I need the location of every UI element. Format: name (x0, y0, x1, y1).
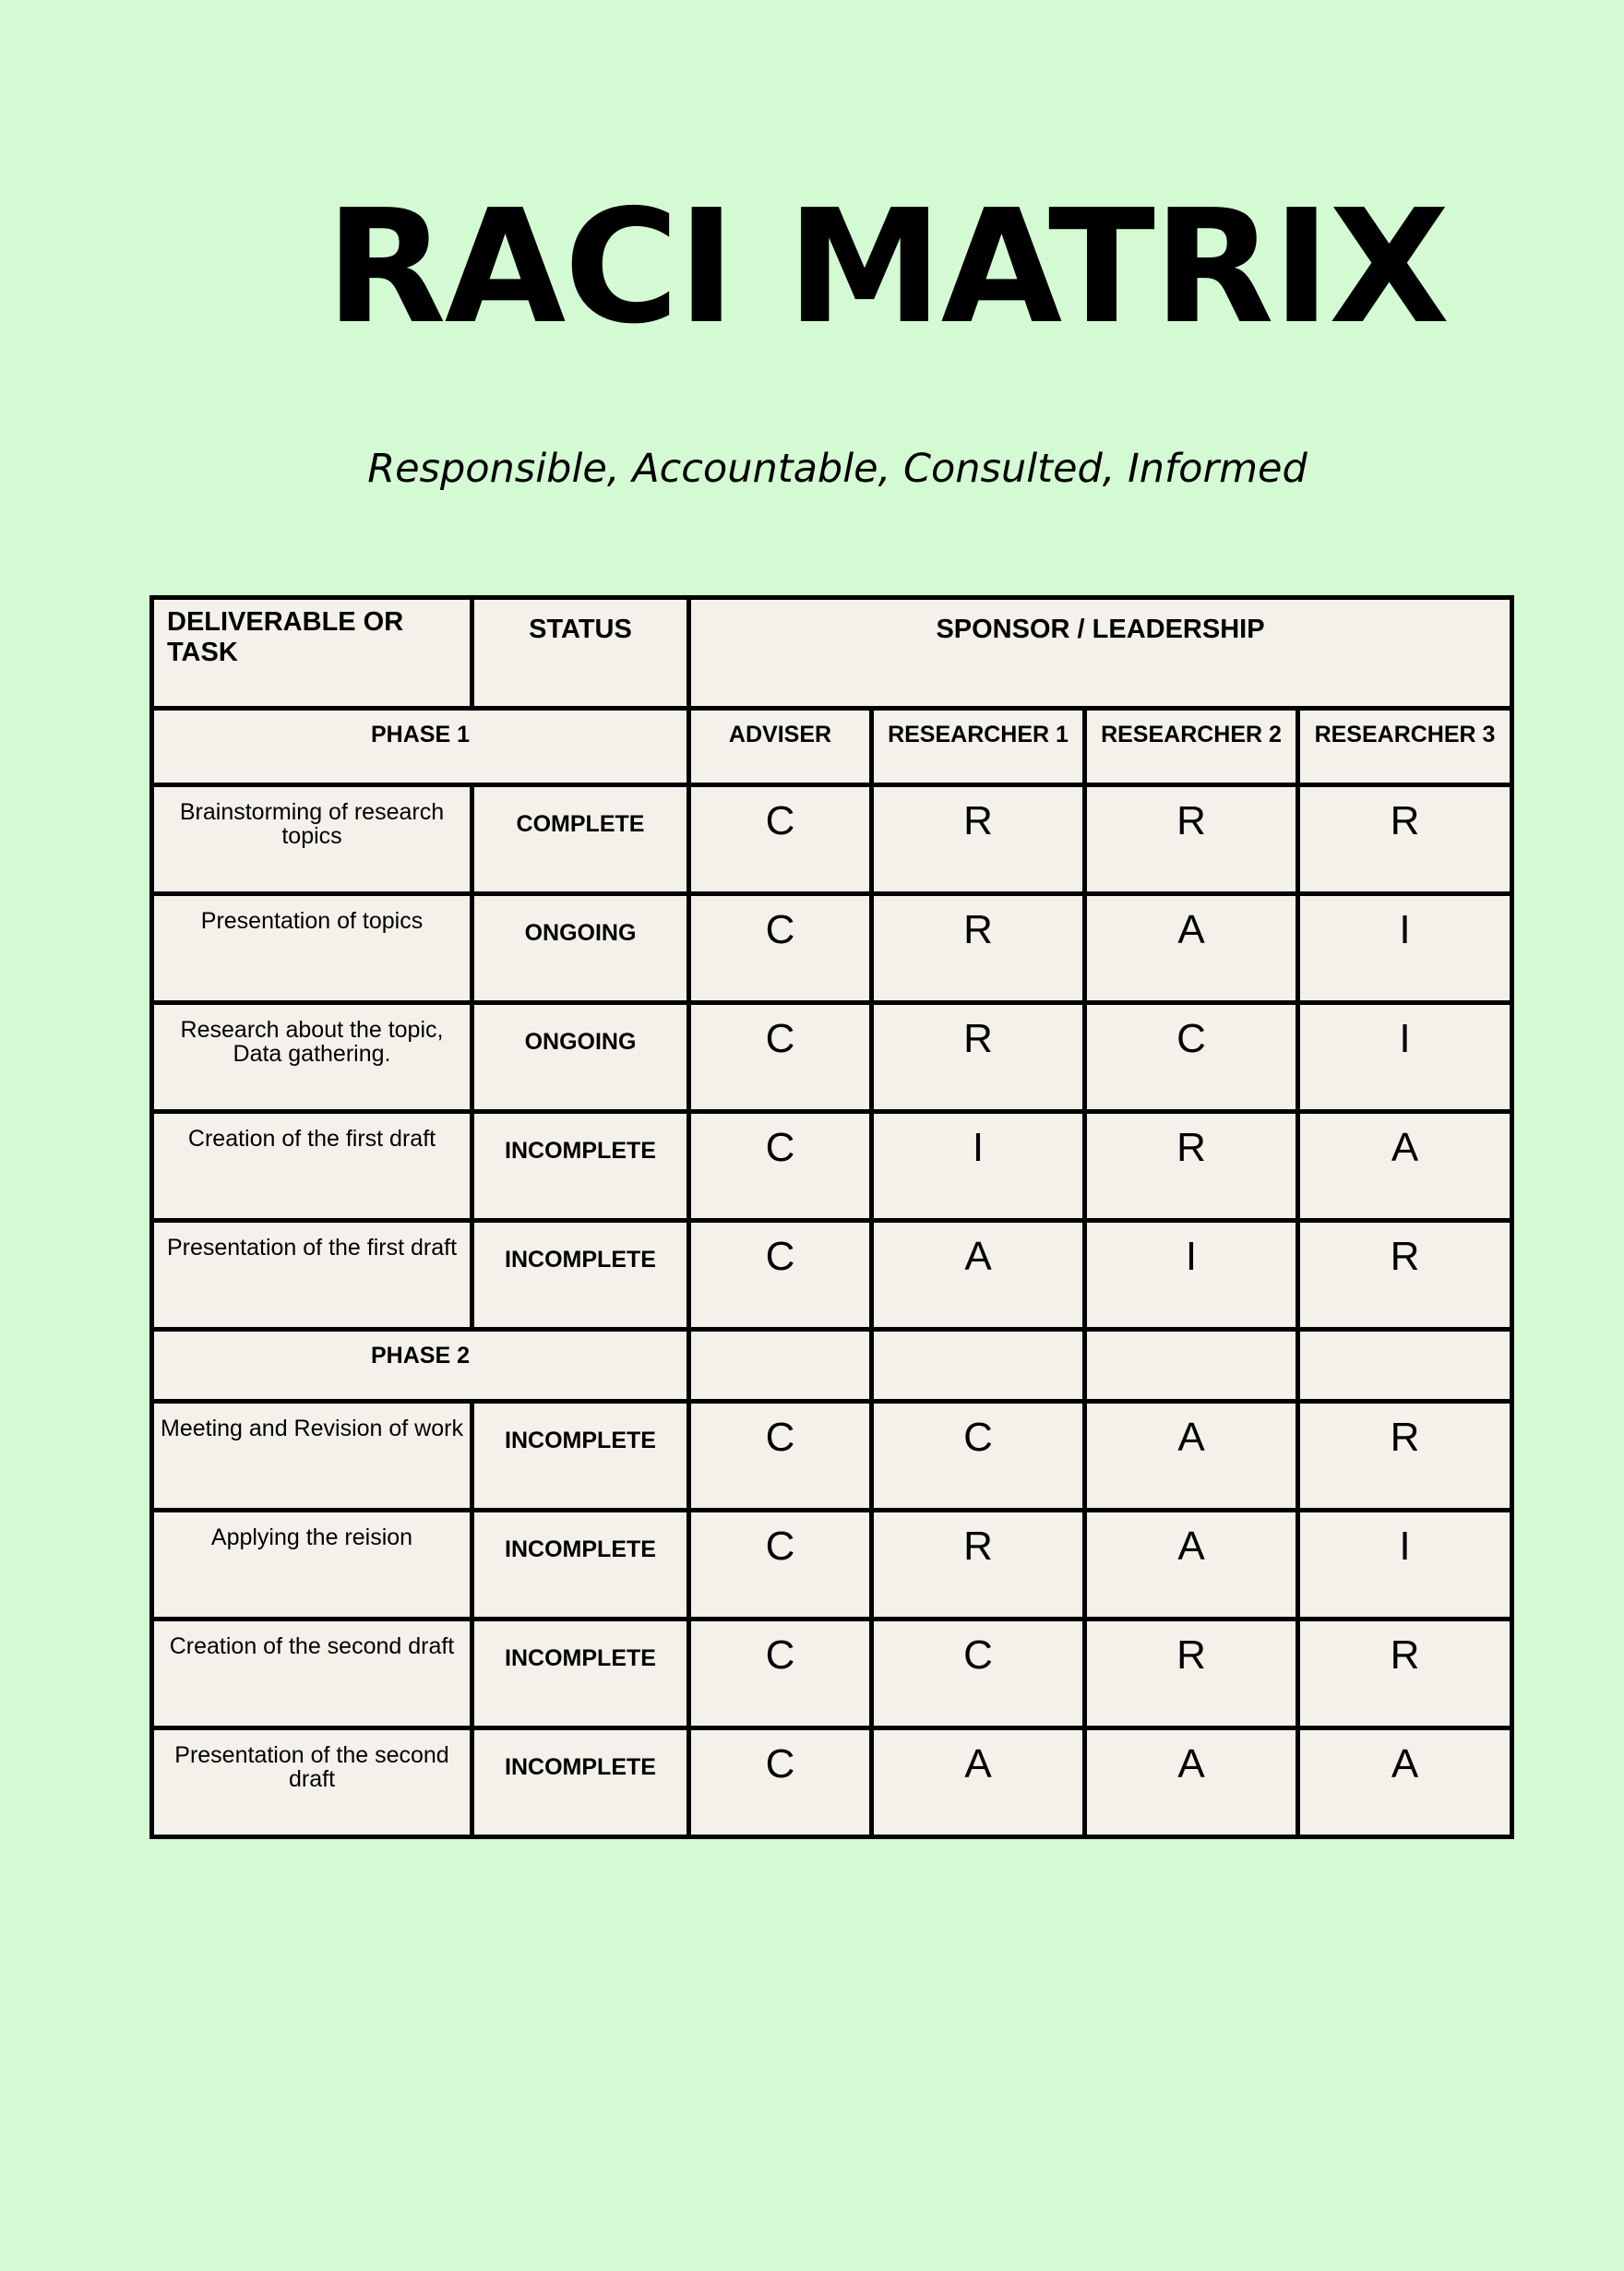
raci-cell: R (1298, 1620, 1512, 1728)
raci-cell: R (872, 1003, 1085, 1112)
raci-cell: C (689, 1112, 872, 1221)
task-cell: Research about the topic, Data gathering. (152, 1003, 472, 1112)
status-cell: INCOMPLETE (472, 1620, 689, 1728)
role-header: RESEARCHER 2 (1085, 709, 1298, 785)
raci-cell: R (1298, 785, 1512, 894)
task-cell: Meeting and Revision of work (152, 1402, 472, 1511)
phase-label: PHASE 1 (152, 709, 689, 785)
table-row (152, 1402, 1512, 1511)
page-subtitle: Responsible, Accountable, Consulted, Informed (367, 446, 1308, 492)
status-cell: ONGOING (472, 1003, 689, 1112)
raci-cell: R (872, 894, 1085, 1003)
raci-cell: C (689, 1221, 872, 1330)
empty-cell (689, 1330, 872, 1402)
empty-cell (1085, 1330, 1298, 1402)
raci-cell: A (1085, 1728, 1298, 1837)
task-cell: Presentation of topics (152, 894, 472, 1003)
raci-cell: C (689, 785, 872, 894)
raci-table (149, 595, 1514, 1839)
raci-cell: A (1085, 1402, 1298, 1511)
raci-cell: A (1298, 1112, 1512, 1221)
raci-cell: A (1085, 1511, 1298, 1620)
empty-cell (1298, 1330, 1512, 1402)
task-cell: Presentation of the first draft (152, 1221, 472, 1330)
table-row (152, 1221, 1512, 1330)
status-cell: INCOMPLETE (472, 1221, 689, 1330)
task-cell: Creation of the first draft (152, 1112, 472, 1221)
raci-cell: A (872, 1728, 1085, 1837)
raci-cell: R (872, 785, 1085, 894)
raci-cell: C (872, 1402, 1085, 1511)
task-cell: Brainstorming of research topics (152, 785, 472, 894)
raci-cell: R (1298, 1402, 1512, 1511)
phase-row (152, 1330, 1512, 1402)
role-header: RESEARCHER 1 (872, 709, 1085, 785)
raci-cell: A (872, 1221, 1085, 1330)
table-row (152, 1003, 1512, 1112)
raci-cell: C (689, 1003, 872, 1112)
task-cell: Creation of the second draft (152, 1620, 472, 1728)
raci-cell: A (1298, 1728, 1512, 1837)
status-cell: INCOMPLETE (472, 1511, 689, 1620)
status-cell: INCOMPLETE (472, 1402, 689, 1511)
raci-cell: I (1298, 1511, 1512, 1620)
header-status: STATUS (472, 598, 689, 709)
header-sponsor-leadership: SPONSOR / LEADERSHIP (689, 598, 1512, 709)
raci-cell: C (689, 894, 872, 1003)
task-cell: Presentation of the second draft (152, 1728, 472, 1837)
task-cell: Applying the reision (152, 1511, 472, 1620)
header-row (152, 598, 1512, 709)
table-row (152, 1112, 1512, 1221)
raci-cell: C (872, 1620, 1085, 1728)
table-row (152, 1620, 1512, 1728)
raci-cell: A (1085, 894, 1298, 1003)
phase-row (152, 709, 1512, 785)
raci-cell: R (1085, 785, 1298, 894)
page-title: RACI MATRIX (325, 176, 1449, 359)
table-row (152, 785, 1512, 894)
raci-cell: C (689, 1402, 872, 1511)
raci-cell: R (1298, 1221, 1512, 1330)
raci-cell: C (689, 1728, 872, 1837)
raci-cell: R (1085, 1112, 1298, 1221)
phase-label: PHASE 2 (152, 1330, 689, 1402)
header-task: DELIVERABLE OR TASK (152, 598, 472, 709)
raci-cell: R (1085, 1620, 1298, 1728)
table-row (152, 1511, 1512, 1620)
status-cell: INCOMPLETE (472, 1112, 689, 1221)
table-row (152, 1728, 1512, 1837)
raci-cell: I (1085, 1221, 1298, 1330)
role-header: ADVISER (689, 709, 872, 785)
table-row (152, 894, 1512, 1003)
raci-cell: R (872, 1511, 1085, 1620)
empty-cell (872, 1330, 1085, 1402)
raci-cell: I (1298, 894, 1512, 1003)
raci-cell: I (1298, 1003, 1512, 1112)
raci-cell: C (689, 1620, 872, 1728)
role-header: RESEARCHER 3 (1298, 709, 1512, 785)
raci-cell: C (1085, 1003, 1298, 1112)
status-cell: INCOMPLETE (472, 1728, 689, 1837)
raci-cell: C (689, 1511, 872, 1620)
raci-cell: I (872, 1112, 1085, 1221)
status-cell: COMPLETE (472, 785, 689, 894)
status-cell: ONGOING (472, 894, 689, 1003)
